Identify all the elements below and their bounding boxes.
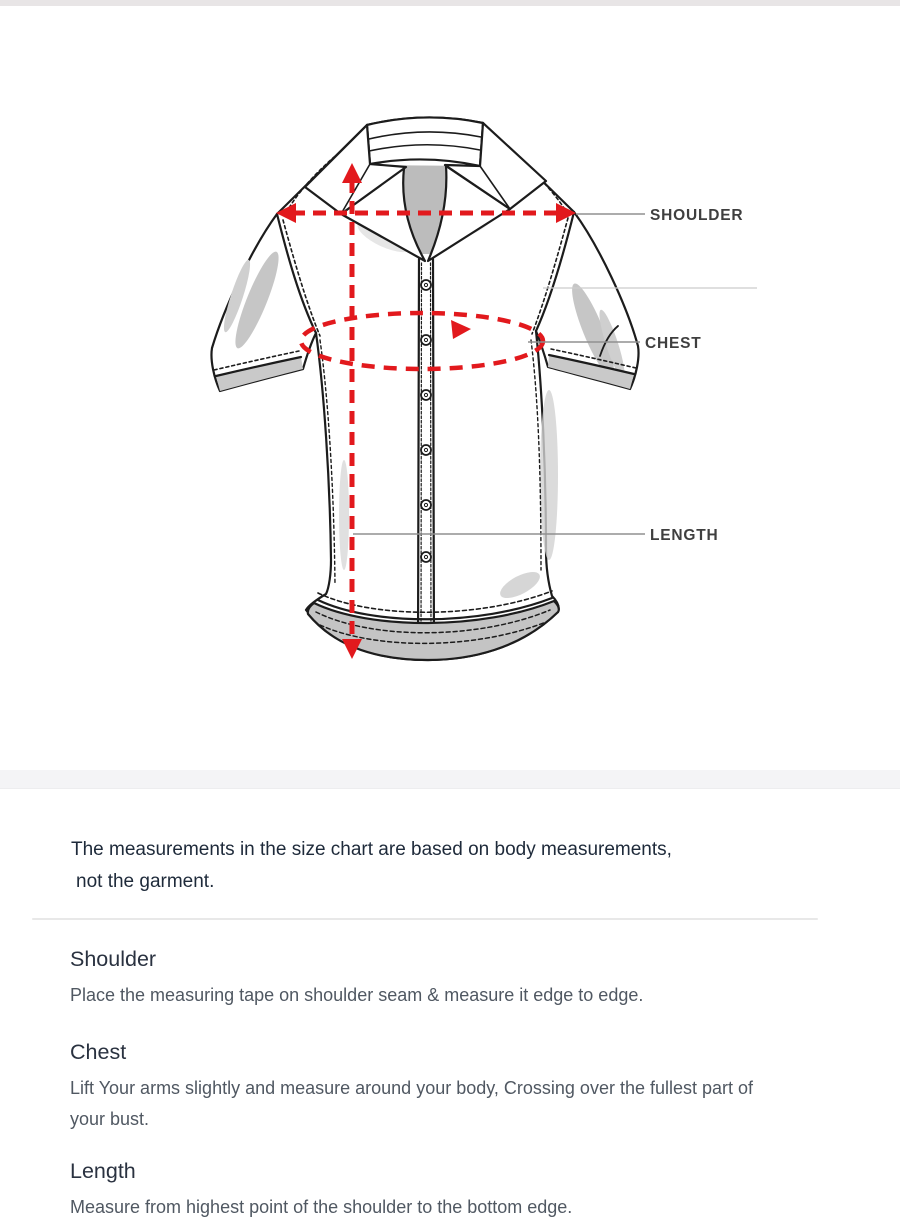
shoulder-section <box>70 944 782 1011</box>
chest-section-description: Lift Your arms slightly and measure around your body, Crossing over the fullest part of your bust. <box>70 1078 754 1129</box>
shirt-illustration <box>211 117 638 660</box>
length-section <box>70 1156 782 1223</box>
length-section-title: Length <box>70 1159 136 1183</box>
note-line-1: The measurements in the size chart are based on body measurements, <box>71 839 672 860</box>
size-chart-note <box>71 834 791 898</box>
shoulder-label: SHOULDER <box>650 207 744 224</box>
chest-section-title: Chest <box>70 1040 127 1064</box>
chest-section <box>70 1037 782 1135</box>
shoulder-section-description: Place the measuring tape on shoulder seam & measure it edge to edge. <box>70 985 644 1005</box>
shoulder-section-title: Shoulder <box>70 947 157 971</box>
chest-label: CHEST <box>645 335 702 352</box>
note-line-2: not the garment. <box>76 871 215 892</box>
horizontal-divider <box>32 918 818 920</box>
section-separator-band <box>0 770 900 789</box>
length-section-description: Measure from highest point of the shoulder to the bottom edge. <box>70 1197 573 1217</box>
length-label: LENGTH <box>650 527 719 544</box>
